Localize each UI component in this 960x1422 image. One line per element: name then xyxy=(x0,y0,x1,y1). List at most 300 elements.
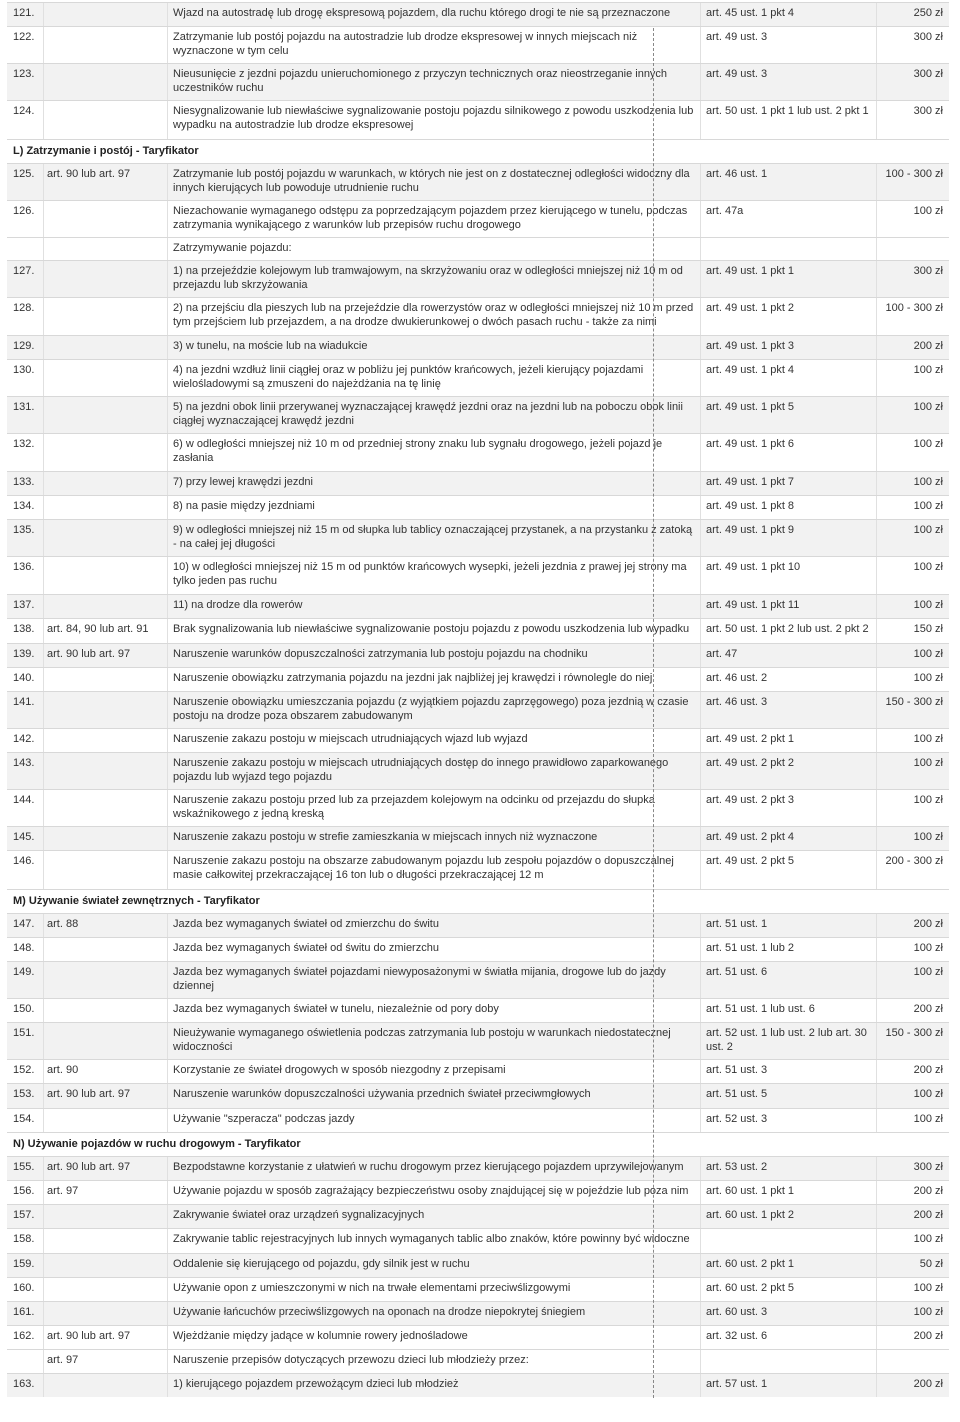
fine-amount: 100 zł xyxy=(913,401,943,413)
column-divider xyxy=(167,496,168,519)
column-divider xyxy=(167,1302,168,1325)
column-divider xyxy=(700,298,701,335)
offense-description: Korzystanie ze świateł drogowych w sposób niezgodny z przepisami xyxy=(173,1064,506,1076)
legal-provision: art. 51 ust. 1 lub 2 xyxy=(706,942,795,954)
column-divider xyxy=(43,1084,44,1108)
column-divider xyxy=(167,1278,168,1301)
fine-amount: 200 zł xyxy=(913,1378,943,1390)
column-divider xyxy=(167,434,168,471)
column-divider xyxy=(167,1109,168,1132)
column-divider xyxy=(167,1060,168,1083)
table-row xyxy=(7,359,949,396)
column-divider xyxy=(167,914,168,937)
article-reference xyxy=(47,790,165,793)
table-row xyxy=(7,752,949,789)
fine-amount: 100 zł xyxy=(913,757,943,769)
article-reference xyxy=(47,472,165,475)
column-divider xyxy=(700,1229,701,1253)
row-number: 149. xyxy=(13,966,35,978)
legal-provision: art. 47 xyxy=(706,648,738,660)
table-row xyxy=(7,63,949,100)
table-row xyxy=(7,433,949,471)
fine-amount: 150 - 300 zł xyxy=(885,696,943,708)
offense-description: 4) na jezdni wzdłuż linii ciągłej oraz w pobliżu jej punktów krańcowych, jeżeli kierujący pojazdami wielośladowymi są zmuszeni do najeżdżania na tę linię xyxy=(173,364,644,390)
offense-description: Używanie opon z umieszczonymi w nich na trwałe elementami przeciwślizgowymi xyxy=(173,1282,571,1294)
column-divider xyxy=(43,999,44,1022)
fine-amount: 300 zł xyxy=(913,31,943,43)
column-divider xyxy=(876,238,877,260)
legal-provision: art. 49 ust. 3 xyxy=(706,31,768,43)
fine-amount: 100 zł xyxy=(913,500,943,512)
table-row xyxy=(7,1108,949,1132)
table-row xyxy=(7,961,949,998)
table-row xyxy=(7,335,949,359)
column-divider xyxy=(43,1229,44,1253)
column-divider xyxy=(700,472,701,495)
offense-description: 8) na pasie między jezdniami xyxy=(173,500,315,512)
legal-provision: art. 49 ust. 1 pkt 3 xyxy=(706,340,795,352)
article-reference xyxy=(47,1109,165,1112)
column-divider xyxy=(43,1157,44,1180)
fine-amount: 200 zł xyxy=(913,1209,943,1221)
table-row xyxy=(7,728,949,752)
row-number: 142. xyxy=(13,733,35,745)
row-number: 122. xyxy=(13,31,35,43)
article-reference: art. 90 lub art. 97 xyxy=(47,1330,131,1342)
offense-description: 1) kierującego pojazdem przewożącym dzieci lub młodzież xyxy=(173,1378,459,1390)
offense-description: Zatrzymywanie pojazdu: xyxy=(173,242,292,254)
column-divider xyxy=(43,668,44,691)
column-divider xyxy=(43,360,44,396)
legal-provision: art. 49 ust. 2 pkt 1 xyxy=(706,733,795,745)
column-divider xyxy=(43,101,44,139)
offense-description: 6) w odległości mniejszej niż 10 m od przedniej strony znaku lub sygnału drogowego, jeżeli pojazd je zasłania xyxy=(173,438,663,464)
fine-amount: 100 zł xyxy=(913,524,943,536)
section-title: L) Zatrzymanie i postój - Taryfikator xyxy=(13,145,199,157)
offense-description: Naruszenie zakazu postoju przed lub za przejazdem kolejowym na odcinku od przejazdu do słupka wskaźnikowego z jedną kreską xyxy=(173,794,655,820)
column-divider xyxy=(43,261,44,297)
column-divider xyxy=(43,851,44,889)
article-reference xyxy=(47,1278,165,1281)
column-divider xyxy=(700,827,701,850)
table-row xyxy=(7,937,949,961)
row-number: 139. xyxy=(13,648,35,660)
column-divider xyxy=(167,1229,168,1253)
column-divider xyxy=(167,999,168,1022)
row-number: 138. xyxy=(13,623,35,635)
offense-description: 7) przy lewej krawędzi jezdni xyxy=(173,476,313,488)
fine-amount xyxy=(853,1350,943,1353)
section-heading-row xyxy=(7,889,949,913)
column-divider xyxy=(43,962,44,998)
offense-description: Naruszenie obowiązku umieszczania pojazdu (z wyjątkiem pojazdu zaprzęgowego) poza jezdnią w czasie postoju na drodze poza obszarem zabudowanym xyxy=(173,696,689,722)
column-divider xyxy=(43,298,44,335)
legal-provision: art. 49 ust. 2 pkt 3 xyxy=(706,794,795,806)
section-title: N) Używanie pojazdów w ruchu drogowym - Taryfikator xyxy=(13,1138,301,1150)
fine-amount: 200 zł xyxy=(913,1330,943,1342)
fine-amount: 100 zł xyxy=(913,942,943,954)
fine-amount: 100 - 300 zł xyxy=(885,302,943,314)
fine-amount: 100 zł xyxy=(913,831,943,843)
fine-amount: 100 zł xyxy=(913,733,943,745)
article-reference xyxy=(47,1023,165,1026)
offense-description: Zakrywanie tablic rejestracyjnych lub innych wymaganych tablic albo znaków, które powinny być widoczne xyxy=(173,1233,690,1245)
offense-description: Naruszenie zakazu postoju na obszarze zabudowanym pojazdu lub zespołu pojazdów o dopuszczalnej masie całkowitej przekraczającej 16 ton lub o długości przekraczającej 12 m xyxy=(173,855,674,881)
column-divider xyxy=(43,619,44,643)
legal-provision: art. 50 ust. 1 pkt 1 lub ust. 2 pkt 1 xyxy=(706,105,869,117)
table-row xyxy=(7,2,949,26)
article-reference xyxy=(47,64,165,67)
column-divider xyxy=(167,729,168,752)
column-divider xyxy=(167,360,168,396)
column-divider xyxy=(43,434,44,471)
row-number: 137. xyxy=(13,599,35,611)
table-row xyxy=(7,260,949,297)
row-number: 125. xyxy=(13,168,35,180)
table-row xyxy=(7,1228,949,1253)
legal-provision: art. 49 ust. 1 pkt 10 xyxy=(706,561,801,573)
row-number: 163. xyxy=(13,1378,35,1390)
column-divider xyxy=(43,1374,44,1397)
table-row xyxy=(7,471,949,495)
row-number xyxy=(13,1350,43,1353)
column-divider xyxy=(700,27,701,63)
offense-description: Jazda bez wymaganych świateł w tunelu, niezależnie od pory doby xyxy=(173,1003,499,1015)
column-divider xyxy=(43,692,44,728)
table-row xyxy=(7,1180,949,1204)
legal-provision: art. 53 ust. 2 xyxy=(706,1161,768,1173)
fine-amount: 200 zł xyxy=(913,918,943,930)
offense-description: Naruszenie zakazu postoju w miejscach utrudniających dostęp do innego prawidłowo zaparkowanego pojazdu lub wyjazd tego pojazdu xyxy=(173,757,669,783)
row-number: 157. xyxy=(13,1209,35,1221)
article-reference xyxy=(47,201,165,204)
fine-amount: 200 zł xyxy=(913,1003,943,1015)
column-divider xyxy=(700,1181,701,1204)
fine-amount: 300 zł xyxy=(913,68,943,80)
table-row xyxy=(7,26,949,63)
fine-amount: 100 zł xyxy=(913,672,943,684)
offense-description: Brak sygnalizowania lub niewłaściwe sygnalizowanie postoju pojazdu z powodu uszkodzenia lub wypadku xyxy=(173,623,690,635)
legal-provision: art. 50 ust. 1 pkt 2 lub ust. 2 pkt 2 xyxy=(706,623,869,635)
offense-description: Niesygnalizowanie lub niewłaściwe sygnalizowanie postoju pojazdu silnikowego z powodu uszkodzenia lub wypadku na autostradzie lub drodze ekspresowej xyxy=(173,105,694,131)
column-divider xyxy=(700,64,701,100)
offense-description: 3) w tunelu, na moście lub na wiadukcie xyxy=(173,340,368,352)
column-divider xyxy=(700,962,701,998)
column-divider xyxy=(167,27,168,63)
article-reference xyxy=(47,298,165,301)
column-divider xyxy=(700,496,701,519)
fine-amount: 100 zł xyxy=(913,599,943,611)
column-divider xyxy=(43,1205,44,1228)
offense-description: Jazda bez wymaganych świateł od zmierzchu do świtu xyxy=(173,918,439,930)
row-number: 160. xyxy=(13,1282,35,1294)
legal-provision xyxy=(706,1350,876,1353)
column-divider xyxy=(700,692,701,728)
offense-description: Używanie pojazdu w sposób zagrażający bezpieczeństwu osoby znajdującej się w pojeździe lub poza nim xyxy=(173,1185,689,1197)
article-reference xyxy=(47,520,165,523)
legal-provision: art. 51 ust. 5 xyxy=(706,1088,768,1100)
row-number: 143. xyxy=(13,757,35,769)
fine-amount: 100 zł xyxy=(913,476,943,488)
table-row xyxy=(7,1373,949,1397)
offense-description: Nieusunięcie z jezdni pojazdu unieruchomionego z przyczyn technicznych oraz nieostrzeganie innych uczestników ruchu xyxy=(173,68,668,94)
fine-amount: 100 zł xyxy=(913,205,943,217)
table-row xyxy=(7,643,949,667)
column-divider xyxy=(167,827,168,850)
legal-provision: art. 46 ust. 1 xyxy=(706,168,768,180)
row-number: 121. xyxy=(13,7,35,19)
row-number: 145. xyxy=(13,831,35,843)
legal-provision: art. 49 ust. 2 pkt 2 xyxy=(706,757,795,769)
column-divider xyxy=(700,1084,701,1108)
column-divider xyxy=(700,1109,701,1132)
legal-provision: art. 49 ust. 3 xyxy=(706,68,768,80)
table-row xyxy=(7,913,949,937)
table-row xyxy=(7,100,949,139)
column-divider xyxy=(167,668,168,691)
column-divider xyxy=(167,851,168,889)
offense-description: 5) na jezdni obok linii przerywanej wyznaczającej krawędź jezdni oraz na jezdni lub na poboczu obok linii ciągłej wyznaczającej krawędź jezdni xyxy=(173,401,683,427)
article-reference xyxy=(47,496,165,499)
row-number: 135. xyxy=(13,524,35,536)
offense-description: Bezpodstawne korzystanie z ułatwień w ruchu drogowym przez kierującego pojazdem uprzywilejowanym xyxy=(173,1161,684,1173)
subheading-row xyxy=(7,237,949,260)
legal-provision: art. 60 ust. 2 pkt 5 xyxy=(706,1282,795,1294)
row-number: 155. xyxy=(13,1161,35,1173)
offense-description: Jazda bez wymaganych świateł od świtu do zmierzchu xyxy=(173,942,439,954)
row-number: 132. xyxy=(13,438,35,450)
legal-provision xyxy=(706,238,876,241)
fine-amount: 100 zł xyxy=(913,648,943,660)
row-number: 123. xyxy=(13,68,35,80)
table-row xyxy=(7,998,949,1022)
column-divider xyxy=(700,999,701,1022)
article-reference: art. 84, 90 lub art. 91 xyxy=(47,623,149,635)
table-row xyxy=(7,618,949,643)
article-reference xyxy=(47,1302,165,1305)
column-divider xyxy=(167,164,168,200)
legal-provision: art. 60 ust. 1 pkt 1 xyxy=(706,1185,795,1197)
column-divider xyxy=(43,27,44,63)
offense-description: Wjazd na autostradę lub drogę ekspresową pojazdem, dla ruchu którego drogi te nie są przeznaczone xyxy=(173,7,671,19)
column-divider xyxy=(43,1254,44,1277)
fine-amount: 100 zł xyxy=(913,1282,943,1294)
row-number: 129. xyxy=(13,340,35,352)
article-reference xyxy=(47,729,165,732)
table-row xyxy=(7,1277,949,1301)
row-number: 147. xyxy=(13,918,35,930)
legal-provision: art. 46 ust. 3 xyxy=(706,696,768,708)
legal-provision: art. 51 ust. 1 xyxy=(706,918,768,930)
row-number: 136. xyxy=(13,561,35,573)
fine-amount: 100 zł xyxy=(913,561,943,573)
offense-description: Naruszenie przepisów dotyczących przewozu dzieci lub młodzieży przez: xyxy=(173,1354,529,1366)
row-number: 151. xyxy=(13,1027,35,1039)
article-reference xyxy=(47,1254,165,1257)
article-reference: art. 90 xyxy=(47,1064,79,1076)
column-divider xyxy=(167,201,168,237)
column-divider xyxy=(167,557,168,594)
offense-description: Wjeżdżanie między jadące w kolumnie rowery jednośladowe xyxy=(173,1330,468,1342)
column-divider xyxy=(43,64,44,100)
article-reference xyxy=(47,962,165,965)
row-number: 152. xyxy=(13,1064,35,1076)
table-row xyxy=(7,519,949,556)
column-divider xyxy=(43,914,44,937)
legal-provision: art. 51 ust. 6 xyxy=(706,966,768,978)
table-row xyxy=(7,1301,949,1325)
column-divider xyxy=(700,595,701,618)
column-divider xyxy=(167,3,168,26)
article-reference xyxy=(47,3,165,6)
section-title: M) Używanie świateł zewnętrznych - Taryfikator xyxy=(13,895,260,907)
table-row xyxy=(7,200,949,237)
legal-provision: art. 52 ust. 3 xyxy=(706,1113,768,1125)
column-divider xyxy=(43,1350,44,1373)
legal-provision: art. 52 ust. 1 lub ust. 2 lub art. 30 ust. 2 xyxy=(706,1027,867,1053)
fine-amount: 200 zł xyxy=(913,340,943,352)
row-number xyxy=(13,238,43,241)
article-reference xyxy=(47,557,165,560)
column-divider xyxy=(700,1326,701,1349)
column-divider xyxy=(700,557,701,594)
legal-provision: art. 47a xyxy=(706,205,744,217)
table-row xyxy=(7,1253,949,1277)
column-divider xyxy=(43,496,44,519)
article-reference: art. 97 xyxy=(47,1354,79,1366)
fine-amount: 150 - 300 zł xyxy=(885,1027,943,1039)
offense-description: Zakrywanie świateł oraz urządzeń sygnalizacyjnych xyxy=(173,1209,425,1221)
legal-provision xyxy=(706,1229,876,1232)
legal-provision: art. 49 ust. 1 pkt 5 xyxy=(706,401,795,413)
legal-provision: art. 32 ust. 6 xyxy=(706,1330,768,1342)
article-reference xyxy=(47,1374,165,1377)
column-divider xyxy=(43,938,44,961)
table-row xyxy=(7,297,949,335)
fine-amount: 100 zł xyxy=(913,1306,943,1318)
article-reference: art. 90 lub art. 97 xyxy=(47,648,131,660)
column-divider xyxy=(700,434,701,471)
article-reference xyxy=(47,692,165,695)
fine-amount: 300 zł xyxy=(913,1161,943,1173)
column-divider xyxy=(43,397,44,433)
article-reference xyxy=(47,360,165,363)
offense-description: Używanie łańcuchów przeciwślizgowych na oponach na drodze niepokrytej śniegiem xyxy=(173,1306,586,1318)
fine-amount: 100 zł xyxy=(913,364,943,376)
article-reference xyxy=(47,999,165,1002)
column-divider xyxy=(43,1278,44,1301)
column-divider xyxy=(700,914,701,937)
column-divider xyxy=(43,1302,44,1325)
offense-description: Naruszenie zakazu postoju w strefie zamieszkania w miejscach innych niż wyznaczone xyxy=(173,831,598,843)
column-divider xyxy=(167,753,168,789)
fine-amount: 150 zł xyxy=(913,623,943,635)
row-number: 130. xyxy=(13,364,35,376)
column-divider xyxy=(43,1181,44,1204)
column-divider xyxy=(700,101,701,139)
column-divider xyxy=(167,1254,168,1277)
table-row xyxy=(7,1325,949,1349)
column-divider xyxy=(700,668,701,691)
column-divider xyxy=(167,520,168,556)
offense-description: Niezachowanie wymaganego odstępu za poprzedzającym pojazdem przez kierującego w tunelu, podczas zatrzymania wynikającego z warunków lub przepisów ruchu drogowego xyxy=(173,205,688,231)
column-divider xyxy=(700,729,701,752)
column-divider xyxy=(43,238,44,260)
table-row xyxy=(7,850,949,889)
column-divider xyxy=(43,827,44,850)
row-number: 159. xyxy=(13,1258,35,1270)
article-reference xyxy=(47,668,165,671)
row-number: 162. xyxy=(13,1330,35,1342)
article-reference: art. 88 xyxy=(47,918,79,930)
offense-description: Używanie "szperacza" podczas jazdy xyxy=(173,1113,355,1125)
table-row xyxy=(7,1059,949,1083)
column-divider xyxy=(167,397,168,433)
row-number: 144. xyxy=(13,794,35,806)
column-divider xyxy=(167,790,168,826)
offense-description: Zatrzymanie lub postój pojazdu na autostradzie lub drodze ekspresowej w innych miejscach niż wyznaczone w tym celu xyxy=(173,31,638,57)
column-divider xyxy=(167,1157,168,1180)
row-number: 124. xyxy=(13,105,35,117)
column-divider xyxy=(43,729,44,752)
column-divider xyxy=(167,962,168,998)
column-divider xyxy=(167,1326,168,1349)
column-divider xyxy=(43,1109,44,1132)
table-row xyxy=(7,691,949,728)
column-divider xyxy=(43,1060,44,1083)
column-divider xyxy=(700,1023,701,1059)
article-reference xyxy=(47,827,165,830)
row-number: 161. xyxy=(13,1306,35,1318)
column-divider xyxy=(700,619,701,643)
row-number: 140. xyxy=(13,672,35,684)
row-number: 128. xyxy=(13,302,35,314)
fine-amount: 200 - 300 zł xyxy=(885,855,943,867)
column-divider xyxy=(43,520,44,556)
fine-amount: 250 zł xyxy=(913,7,943,19)
column-divider xyxy=(700,851,701,889)
legal-provision: art. 45 ust. 1 pkt 4 xyxy=(706,7,795,19)
legal-provision: art. 49 ust. 2 pkt 4 xyxy=(706,831,795,843)
article-reference xyxy=(47,851,165,854)
column-divider xyxy=(167,619,168,643)
column-divider xyxy=(43,644,44,667)
column-divider xyxy=(167,101,168,139)
legal-provision: art. 49 ust. 1 pkt 7 xyxy=(706,476,795,488)
legal-provision: art. 49 ust. 1 pkt 11 xyxy=(706,599,800,611)
offense-description: 1) na przejeździe kolejowym lub tramwajowym, na skrzyżowaniu oraz w odległości mniejszej niż 10 m od przejazdu lub skrzyżowania xyxy=(173,265,683,291)
column-divider xyxy=(167,938,168,961)
column-divider xyxy=(167,472,168,495)
column-divider xyxy=(167,1350,168,1373)
table-row xyxy=(7,1204,949,1228)
column-divider xyxy=(43,201,44,237)
fine-amount: 100 zł xyxy=(913,1088,943,1100)
column-divider xyxy=(700,360,701,396)
page-fold-line xyxy=(653,28,654,1398)
column-divider xyxy=(167,336,168,359)
legal-provision: art. 49 ust. 2 pkt 5 xyxy=(706,855,795,867)
column-divider xyxy=(167,64,168,100)
table-row xyxy=(7,826,949,850)
section-heading-row xyxy=(7,139,949,163)
column-divider xyxy=(167,595,168,618)
column-divider xyxy=(43,753,44,789)
fine-amount: 100 zł xyxy=(913,1233,943,1245)
column-divider xyxy=(700,261,701,297)
fine-amount: 100 - 300 zł xyxy=(885,168,943,180)
row-number: 126. xyxy=(13,205,35,217)
